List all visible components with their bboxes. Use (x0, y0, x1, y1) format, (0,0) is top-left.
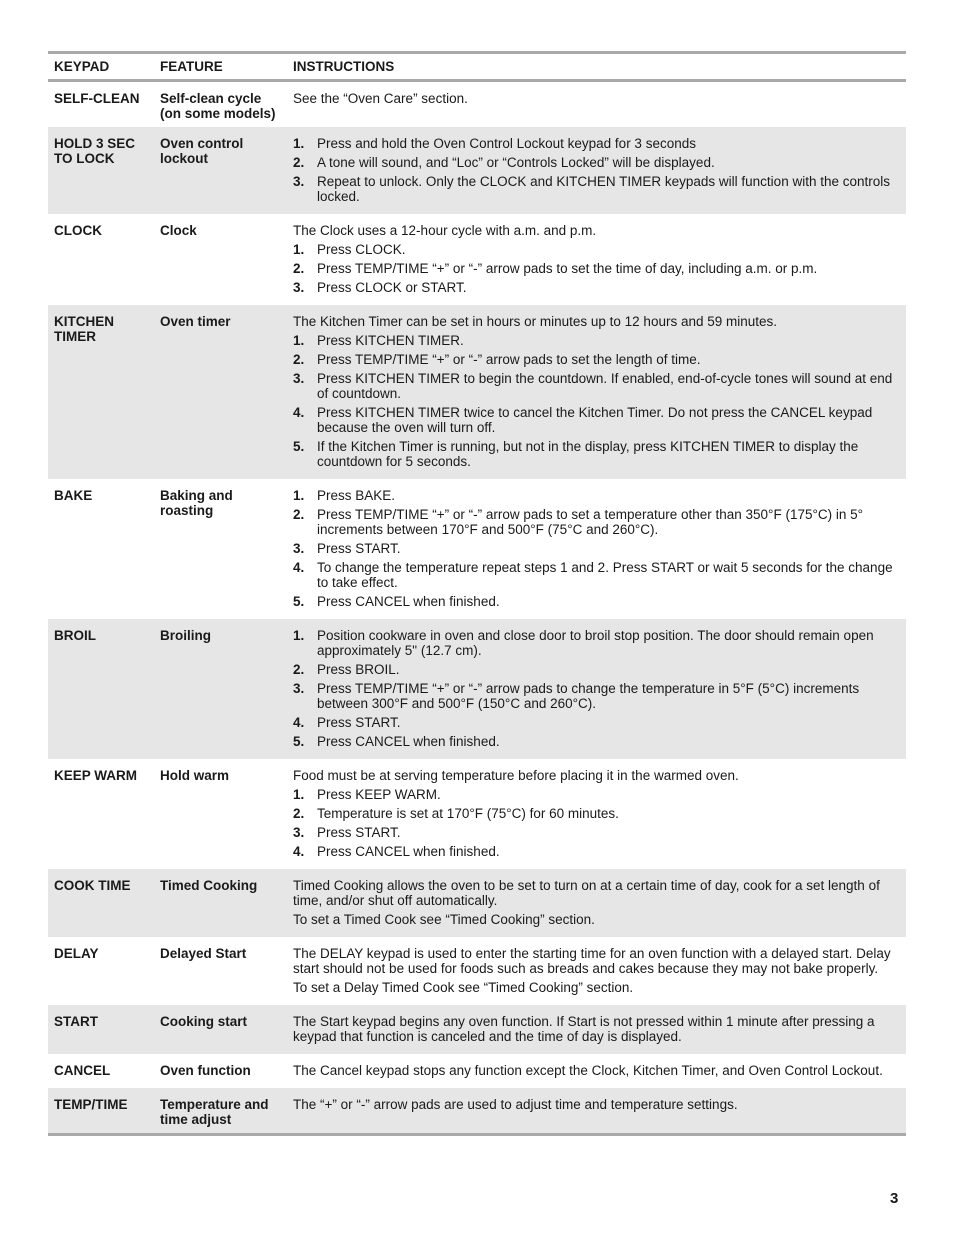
keypad-cell: BAKE (54, 488, 93, 503)
instruction-step (293, 594, 898, 609)
keypad-cell: SELF-CLEAN (54, 91, 140, 106)
table-row (48, 759, 906, 869)
feature-cell: Cooking start (154, 1005, 287, 1054)
step-number: 2. (293, 352, 305, 367)
step-text: Press TEMP/TIME “+” or “-” arrow pads to set a temperature other than 350°F (175°C) in 5° increments between 170°F and 500°F (75°C and 260°C). (317, 507, 864, 537)
instruction-step (293, 352, 898, 367)
instruction-step (293, 681, 898, 711)
instruction-steps (293, 488, 898, 609)
keypad-cell: KITCHEN TIMER (48, 305, 154, 479)
table-row (48, 305, 906, 479)
step-text: Repeat to unlock. Only the CLOCK and KITCHEN TIMER keypads will function with the controls locked. (317, 174, 890, 204)
step-text: Press START. (317, 541, 401, 556)
instruction-paragraph: The Kitchen Timer can be set in hours or minutes up to 12 hours and 59 minutes. (293, 314, 778, 329)
instructions-cell (287, 479, 906, 619)
step-number: 3. (293, 371, 305, 386)
instruction-step (293, 280, 898, 295)
instruction-step (293, 787, 898, 802)
instruction-paragraph: The Cancel keypad stops any function except the Clock, Kitchen Timer, and Oven Control Lockout. (293, 1063, 883, 1078)
keypad-features-table-wrapper (48, 51, 906, 1136)
feature-cell: Delayed Start (160, 946, 247, 961)
step-number: 3. (293, 174, 305, 189)
step-text: A tone will sound, and “Loc” or “Controls Locked” will be displayed. (317, 155, 715, 170)
instruction-step (293, 662, 898, 677)
instruction-paragraph: The Start keypad begins any oven function. If Start is not pressed within 1 minute after pressing a keypad that function is canceled and the time of day is displayed. (293, 1014, 875, 1044)
feature-cell: Self-clean cycle (on some models) (160, 91, 276, 121)
instruction-step (293, 136, 898, 151)
instructions-cell (287, 214, 906, 305)
feature-cell: Oven function (160, 1063, 251, 1078)
feature-cell: Clock (160, 223, 197, 238)
keypad-cell: CANCEL (54, 1063, 111, 1078)
table-row (48, 1005, 906, 1054)
page-number: 3 (890, 1190, 899, 1207)
instructions-cell (287, 81, 906, 128)
instructions-cell (287, 937, 906, 1005)
table-row (48, 937, 906, 1005)
keypad-cell: KEEP WARM (54, 768, 138, 783)
table-row (48, 127, 906, 214)
step-number: 5. (293, 594, 305, 609)
step-text: Press KITCHEN TIMER. (317, 333, 464, 348)
instructions-cell (287, 127, 906, 214)
keypad-cell: CLOCK (54, 223, 102, 238)
step-number: 3. (293, 280, 305, 295)
instruction-steps (293, 628, 898, 749)
step-number: 1. (293, 242, 305, 257)
step-text: Press KITCHEN TIMER to begin the countdown. If enabled, end-of-cycle tones will sound at end of countdown. (317, 371, 893, 401)
step-text: Press TEMP/TIME “+” or “-” arrow pads to set the length of time. (317, 352, 701, 367)
feature-cell: Baking and roasting (160, 488, 233, 518)
instructions-cell (287, 1054, 906, 1088)
step-number: 4. (293, 560, 305, 575)
step-text: Press START. (317, 715, 401, 730)
step-number: 3. (293, 825, 305, 840)
instructions-cell (287, 305, 906, 479)
step-number: 4. (293, 405, 305, 420)
feature-cell: Hold warm (160, 768, 230, 783)
step-text: Press CLOCK. (317, 242, 406, 257)
table-row (48, 1088, 906, 1133)
instruction-step (293, 844, 898, 859)
instructions-cell (287, 869, 906, 937)
instructions-cell (287, 1088, 906, 1133)
instruction-paragraph: The Clock uses a 12-hour cycle with a.m. and p.m. (293, 223, 597, 238)
step-text: Press START. (317, 825, 401, 840)
step-number: 4. (293, 844, 305, 859)
step-number: 2. (293, 507, 305, 522)
instruction-paragraph: The DELAY keypad is used to enter the starting time for an oven function with a delayed start. Delay start should not be used for foods such as breads and cakes because they may not bake properly. (293, 946, 891, 976)
instruction-step (293, 174, 898, 204)
table-row (48, 619, 906, 759)
step-text: Press TEMP/TIME “+” or “-” arrow pads to set the time of day, including a.m. or p.m. (317, 261, 818, 276)
keypad-cell: START (48, 1005, 154, 1054)
header-feature: FEATURE (154, 54, 287, 81)
instruction-step (293, 734, 898, 749)
instruction-step (293, 825, 898, 840)
instruction-paragraph: To set a Timed Cook see “Timed Cooking” section. (293, 912, 595, 927)
keypad-cell: TEMP/TIME (48, 1088, 154, 1133)
feature-cell: Temperature and time adjust (154, 1088, 287, 1133)
instruction-step (293, 242, 898, 257)
instruction-step (293, 439, 898, 469)
keypad-features-table (48, 54, 906, 1133)
instruction-steps (293, 136, 898, 204)
step-text: To change the temperature repeat steps 1 and 2. Press START or wait 5 seconds for the change to take effect. (317, 560, 893, 590)
step-text: Press CLOCK or START. (317, 280, 467, 295)
step-number: 3. (293, 541, 305, 556)
instructions-cell (287, 1005, 906, 1054)
header-keypad: KEYPAD (48, 54, 154, 81)
instruction-steps (293, 242, 898, 295)
feature-cell: Oven control lockout (154, 127, 287, 214)
instruction-step (293, 261, 898, 276)
instruction-step (293, 715, 898, 730)
step-text: Position cookware in oven and close door to broil stop position. The door should remain open approximately 5" (12.7 cm). (317, 628, 874, 658)
step-number: 1. (293, 628, 305, 643)
step-number: 1. (293, 787, 305, 802)
instructions-cell (287, 759, 906, 869)
step-number: 2. (293, 261, 305, 276)
instruction-step (293, 507, 898, 537)
step-text: Press TEMP/TIME “+” or “-” arrow pads to change the temperature in 5°F (5°C) increments between 300°F and 500°F (150°C and 260°C). (317, 681, 860, 711)
table-row (48, 869, 906, 937)
instruction-paragraph: See the “Oven Care” section. (293, 91, 468, 106)
instruction-steps (293, 787, 898, 859)
step-text: Press CANCEL when finished. (317, 594, 500, 609)
step-text: Press CANCEL when finished. (317, 844, 500, 859)
table-body (48, 81, 906, 1134)
step-number: 2. (293, 155, 305, 170)
header-instructions: INSTRUCTIONS (287, 54, 906, 81)
table-row (48, 214, 906, 305)
instruction-steps (293, 333, 898, 469)
instruction-step (293, 155, 898, 170)
instruction-paragraph: The “+” or “-” arrow pads are used to adjust time and temperature settings. (293, 1097, 738, 1112)
feature-cell: Timed Cooking (154, 869, 287, 937)
instruction-step (293, 560, 898, 590)
step-text: Press KEEP WARM. (317, 787, 441, 802)
step-text: Press CANCEL when finished. (317, 734, 500, 749)
keypad-cell: COOK TIME (48, 869, 154, 937)
instructions-cell (287, 619, 906, 759)
keypad-cell: DELAY (54, 946, 99, 961)
step-text: Press BROIL. (317, 662, 400, 677)
step-number: 1. (293, 488, 305, 503)
step-number: 4. (293, 715, 305, 730)
instruction-step (293, 488, 898, 503)
instruction-step (293, 806, 898, 821)
instruction-step (293, 628, 898, 658)
step-number: 1. (293, 136, 305, 151)
step-number: 2. (293, 662, 305, 677)
keypad-cell: HOLD 3 SEC TO LOCK (48, 127, 154, 214)
step-number: 3. (293, 681, 305, 696)
instruction-step (293, 371, 898, 401)
step-text: Press KITCHEN TIMER twice to cancel the Kitchen Timer. Do not press the CANCEL keypad because the oven will turn off. (317, 405, 873, 435)
feature-cell: Oven timer (154, 305, 287, 479)
step-number: 1. (293, 333, 305, 348)
instruction-step (293, 405, 898, 435)
instruction-step (293, 333, 898, 348)
instruction-paragraph: Food must be at serving temperature before placing it in the warmed oven. (293, 768, 739, 783)
table-header-row (48, 54, 906, 81)
step-number: 5. (293, 439, 305, 454)
step-text: Temperature is set at 170°F (75°C) for 60 minutes. (317, 806, 619, 821)
table-row (48, 479, 906, 619)
instruction-paragraph: To set a Delay Timed Cook see “Timed Cooking” section. (293, 980, 634, 995)
step-number: 5. (293, 734, 305, 749)
step-number: 2. (293, 806, 305, 821)
table-row (48, 1054, 906, 1088)
keypad-cell: BROIL (48, 619, 154, 759)
step-text: Press and hold the Oven Control Lockout keypad for 3 seconds (317, 136, 696, 151)
step-text: If the Kitchen Timer is running, but not in the display, press KITCHEN TIMER to display the countdown for 5 seconds. (317, 439, 859, 469)
instruction-paragraph: Timed Cooking allows the oven to be set to turn on at a certain time of day, cook for a set length of time, and/or shut off automatically. (293, 878, 880, 908)
instruction-step (293, 541, 898, 556)
feature-cell: Broiling (154, 619, 287, 759)
table-row (48, 81, 906, 128)
step-text: Press BAKE. (317, 488, 396, 503)
